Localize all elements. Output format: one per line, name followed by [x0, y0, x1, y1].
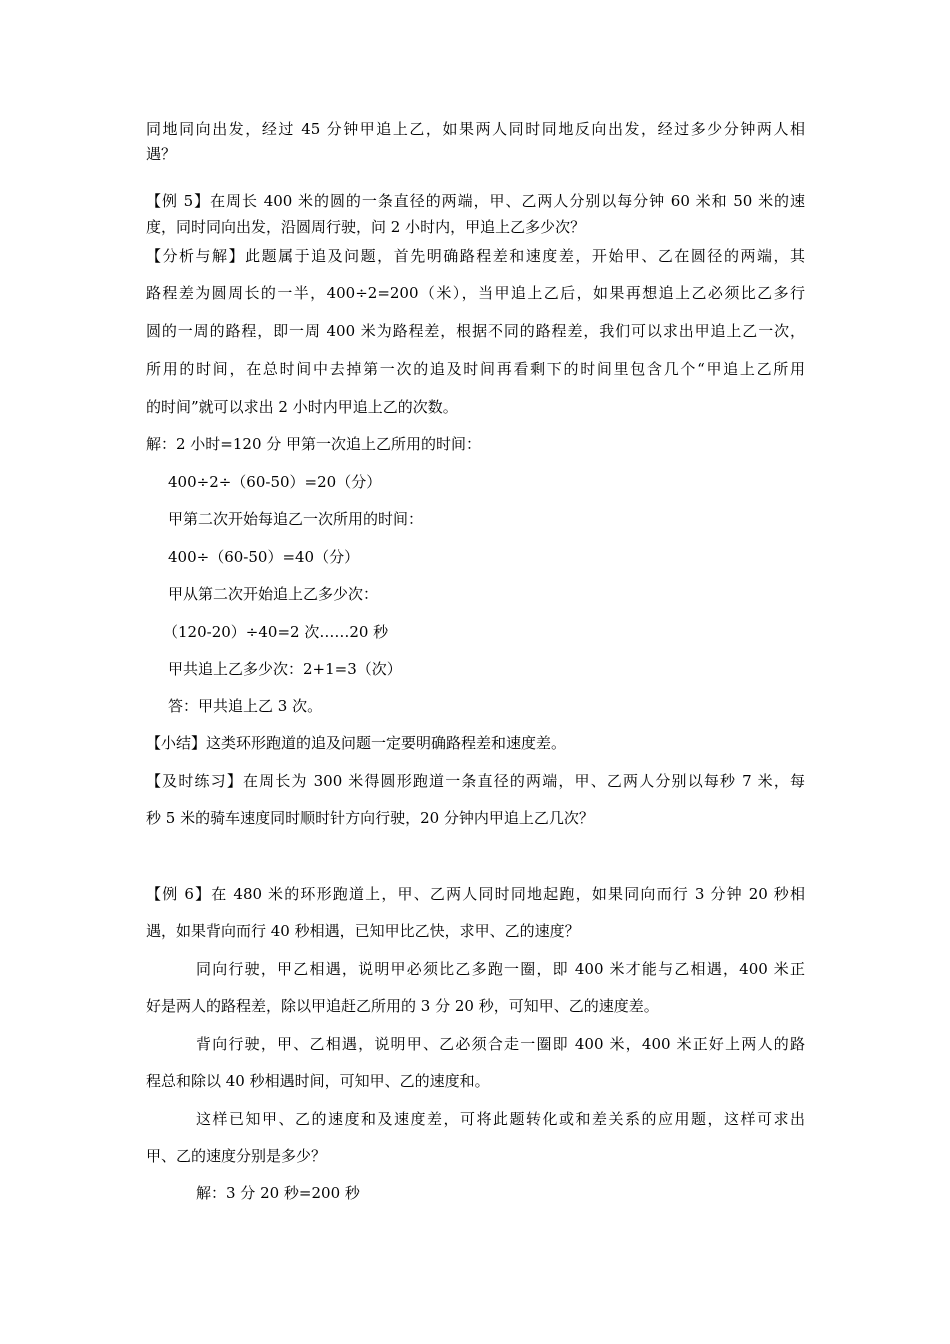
text-line: 甲、乙的速度分别是多少？: [146, 1147, 327, 1165]
text-span: 同向行驶，甲乙相遇，说明甲必须比乙多跑一圈，即 400 米才能与乙相遇，400 米正: [196, 960, 805, 978]
solution-line: 甲共追上乙多少次：2+1=3（次）: [168, 660, 402, 678]
practice-line: [146, 771, 805, 791]
text-span: 【分析与解】此题属于追及问题，首先明确路程差和速度差，开始甲、乙在圆径的两端，其: [146, 247, 805, 265]
solution-line: 400÷（60-50）=40（分）: [168, 548, 360, 566]
text-span: 【例 5】在周长 400 米的圆的一条直径的两端，甲、乙两人分别以每分钟 60 米和 50 米的速: [146, 192, 805, 210]
text-span: 圆的一周的路程，即一周 400 米为路程差，根据不同的路程差，我们可以求出甲追上乙一次，: [146, 322, 805, 340]
text-line: [146, 321, 805, 341]
text-line: 遇？: [146, 145, 177, 163]
text-span: 【及时练习】在周长为 300 米得圆形跑道一条直径的两端，甲、乙两人分别以每秒 7 米，每: [146, 772, 805, 790]
text-line: 的时间”就可以求出 2 小时内甲追上乙的次数。: [146, 398, 458, 416]
text-line: 秒 5 米的骑车速度同时顺时针方向行驶，20 分钟内甲追上乙几次？: [146, 809, 594, 827]
analysis-line: [146, 246, 805, 266]
solution-line: 400÷2÷（60-50）=20（分）: [168, 473, 382, 491]
text-span: 这样已知甲、乙的速度和及速度差，可将此题转化或和差关系的应用题，这样可求出: [196, 1110, 805, 1128]
text-line: [146, 119, 805, 139]
text-line: 程总和除以 40 秒相遇时间，可知甲、乙的速度和。: [146, 1072, 490, 1090]
solution-line: 解：2 小时=120 分 甲第一次追上乙所用的时间：: [146, 435, 482, 453]
summary-line: 【小结】这类环形跑道的追及问题一定要明确路程差和速度差。: [146, 734, 567, 752]
solution-line: （120-20）÷40=2 次……20 秒: [163, 623, 389, 641]
answer-line: 答：甲共追上乙 3 次。: [168, 697, 323, 715]
solution-line: 解：3 分 20 秒=200 秒: [196, 1184, 360, 1202]
text-line: [196, 1034, 805, 1054]
text-span: 所用的时间，在总时间中去掉第一次的追及时间再看剩下的时间里包含几个“甲追上乙所用: [146, 360, 805, 378]
text-span: 同地同向出发，经过 45 分钟甲追上乙，如果两人同时同地反向出发，经过多少分钟两人相: [146, 120, 805, 138]
example-6-line: [146, 884, 805, 904]
text-span: 背向行驶，甲、乙相遇，说明甲、乙必须合走一圈即 400 米，400 米正好上两人的路: [196, 1035, 805, 1053]
text-line: 好是两人的路程差，除以甲追赶乙所用的 3 分 20 秒，可知甲、乙的速度差。: [146, 997, 659, 1015]
text-line: [146, 283, 805, 303]
solution-line: 甲第二次开始每追乙一次所用的时间：: [168, 510, 424, 528]
text-span: 路程差为圆周长的一半，400÷2=200（米），当甲追上乙后，如果再想追上乙必须比乙多行: [146, 284, 805, 302]
text-line: [196, 959, 805, 979]
text-line: [196, 1109, 805, 1129]
text-span: 【例 6】在 480 米的环形跑道上，甲、乙两人同时同地起跑，如果同向而行 3 分钟 20 秒相: [146, 885, 805, 903]
solution-line: 甲从第二次开始追上乙多少次：: [168, 585, 379, 603]
text-line: [146, 359, 805, 379]
example-5-line: [146, 191, 805, 211]
text-line: 遇，如果背向而行 40 秒相遇，已知甲比乙快，求甲、乙的速度？: [146, 922, 580, 940]
text-line: 度，同时同向出发，沿圆周行驶，问 2 小时内，甲追上乙多少次？: [146, 218, 586, 236]
